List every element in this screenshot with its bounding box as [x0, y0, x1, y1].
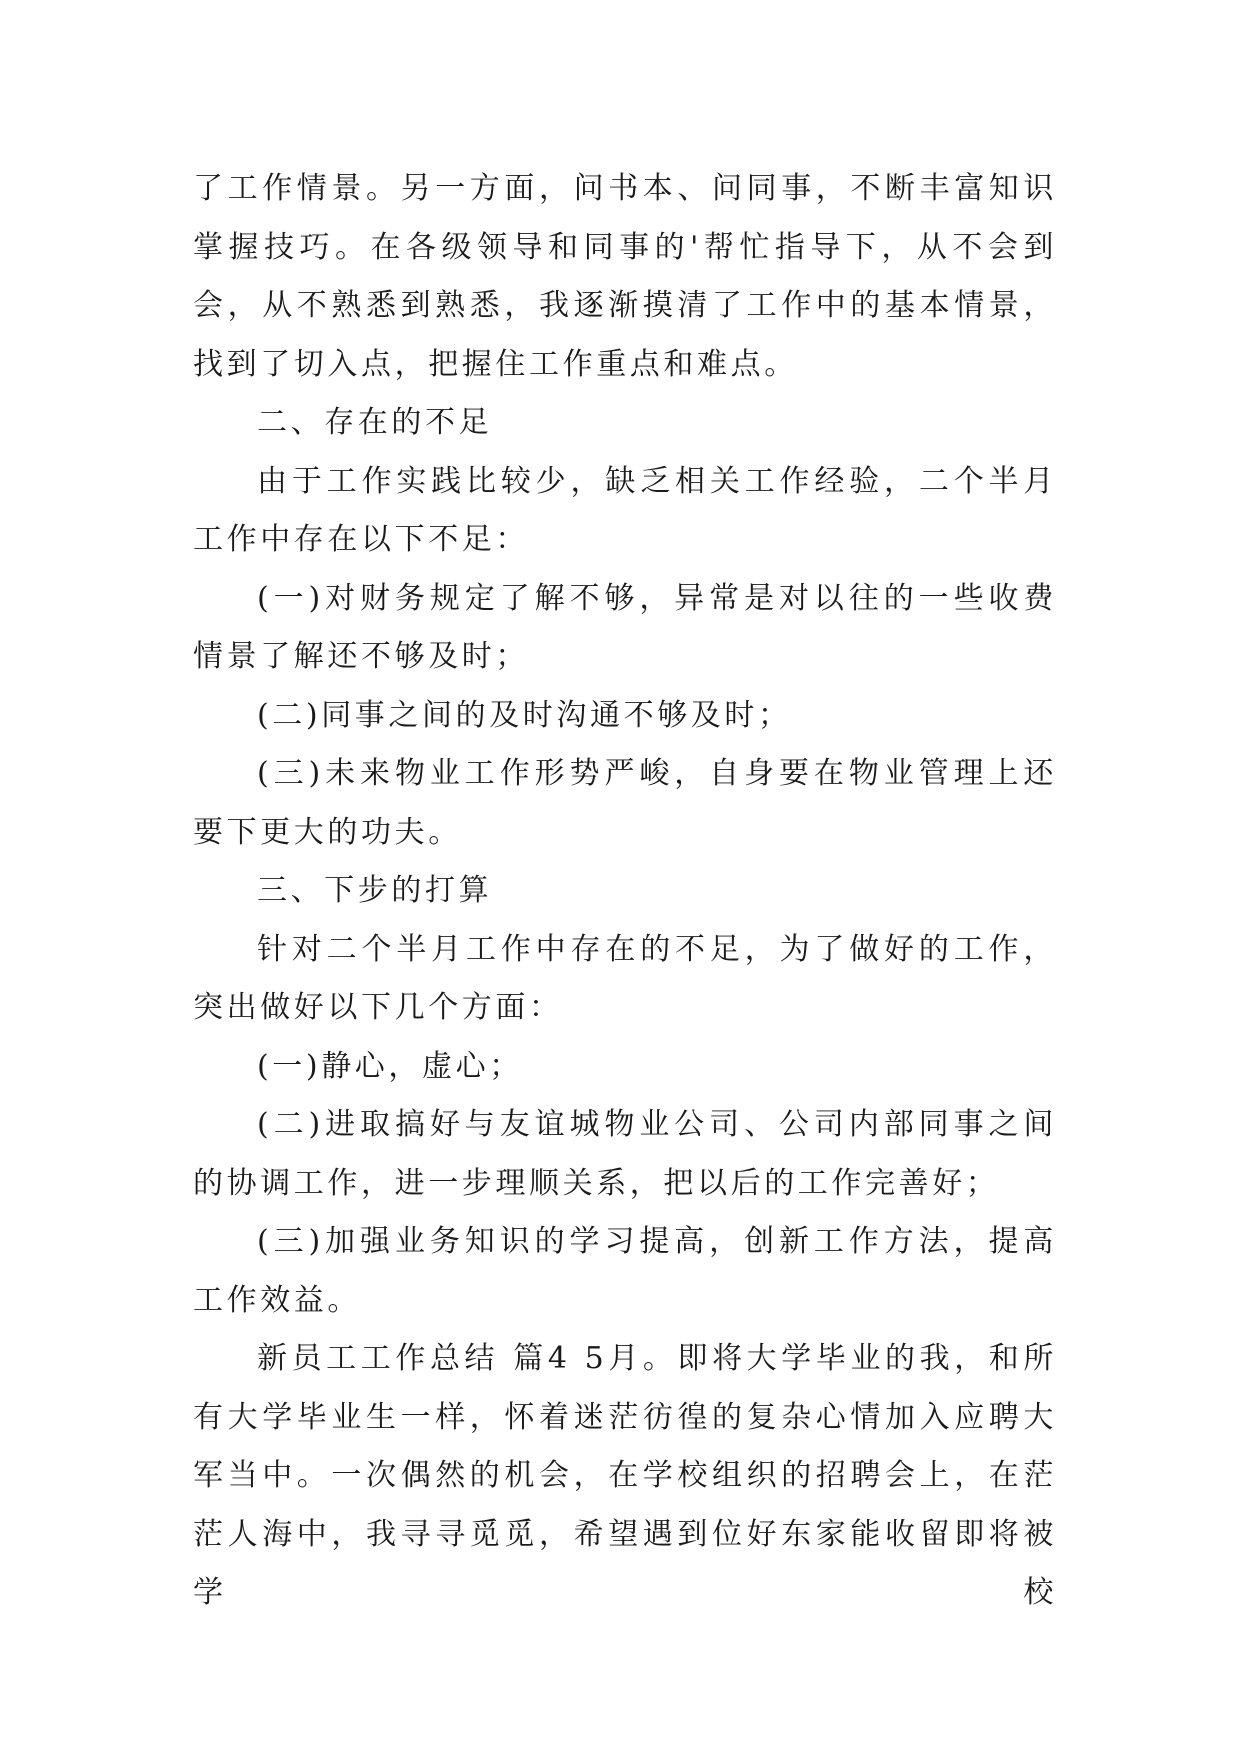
paragraph-summary-part4: 新员工工作总结 篇4 5月。即将大学毕业的我，和所有大学毕业生一样，怀着迷茫彷徨的复杂心情加入应聘大军当中。一次偶然的机会，在学校组织的招聘会上，在茫茫人海中，我寻寻觅觅，希望遇到位好东家能收留即将被学校	[193, 1341, 1057, 1610]
list-item-plan-3: (三)加强业务知识的学习提高，创新工作方法，提高工作效益。	[193, 1224, 1057, 1318]
heading-next-plan: 三、下步的打算	[257, 873, 493, 908]
paragraph-shortcomings-intro: 由于工作实践比较少，缺乏相关工作经验，二个半月工作中存在以下不足：	[193, 463, 1057, 557]
list-item-plan-1: (一)静心，虚心；	[257, 1048, 523, 1084]
list-item-shortcoming-3: (三)未来物业工作形势严峻，自身要在物业管理上还要下更大的功夫。	[193, 756, 1057, 850]
heading-shortcomings: 二、存在的不足	[257, 405, 493, 440]
list-item-plan-2: (二)进取搞好与友谊城物业公司、公司内部同事之间的协调工作，进一步理顺关系，把以后的工作完善好；	[193, 1107, 1057, 1201]
list-item-shortcoming-1: (一)对财务规定了解不够，异常是对以往的一些收费情景了解还不够及时；	[193, 580, 1057, 674]
paragraph-plan-intro: 针对二个半月工作中存在的不足，为了做好的工作，突出做好以下几个方面：	[193, 931, 1057, 1025]
document-page	[193, 160, 1057, 1623]
paragraph-continuation: 了工作情景。另一方面，问书本、问同事，不断丰富知识掌握技巧。在各级领导和同事的'帮忙指导下，从不会到会，从不熟悉到熟悉，我逐渐摸清了工作中的基本情景，找到了切入点，把握住工作重点和难点。	[193, 171, 1057, 382]
list-item-shortcoming-2: (二)同事之间的及时沟通不够及时；	[257, 697, 792, 733]
